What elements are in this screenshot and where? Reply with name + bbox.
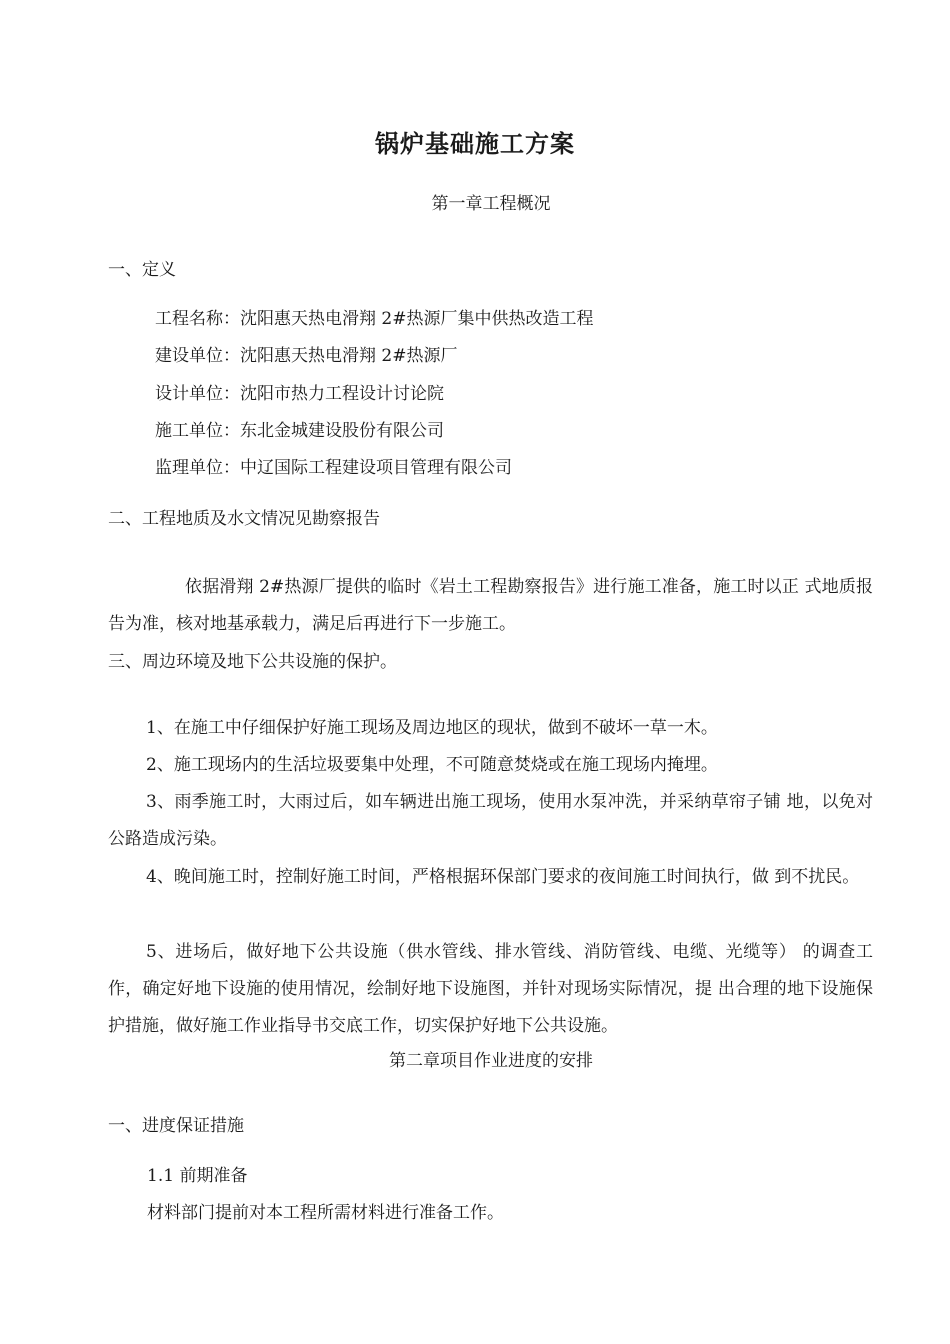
section-geology-heading: 二、工程地质及水文情况见勘察报告	[108, 509, 380, 529]
section-definition-heading: 一、定义	[108, 260, 176, 280]
project-name-item: 工程名称：沈阳惠天热电滑翔 2#热源厂集中供热改造工程	[155, 309, 594, 329]
chapter-1-heading: 第一章工程概况	[431, 194, 551, 214]
environment-item-5: 5、进场后，做好地下公共设施（供水管线、排水管线、消防管线、电缆、光缆等） 的调查工作，确定好地下设施的使用情况，绘制好地下设施图，并针对现场实际情况，提 出合理的地下设施保护措施，做好施工作业指导书交底工作，切实保护好地下公共设施。	[108, 942, 873, 1036]
document-title: 锅炉基础施工方案	[375, 129, 575, 158]
environment-item-2: 2、施工现场内的生活垃圾要集中处理，不可随意焚烧或在施工现场内掩埋。	[146, 755, 718, 775]
design-unit-item: 设计单位：沈阳市热力工程设计讨论院	[155, 384, 444, 404]
preparation-paragraph: 材料部门提前对本工程所需材料进行准备工作。	[147, 1203, 504, 1223]
section-schedule-heading: 一、进度保证措施	[108, 1116, 244, 1136]
chapter-2-heading: 第二章项目作业进度的安排	[389, 1051, 593, 1071]
geology-paragraph: 依据滑翔 2#热源厂提供的临时《岩土工程勘察报告》进行施工准备，施工时以正 式地质报告为准，核对地基承载力，满足后再进行下一步施工。	[108, 577, 873, 634]
section-environment-heading: 三、周边环境及地下公共设施的保护。	[108, 652, 397, 672]
environment-item-3: 3、雨季施工时，大雨过后，如车辆进出施工现场，使用水泵冲洗，并采纳草帘子铺 地，以免对公路造成污染。	[108, 792, 873, 849]
environment-item-1: 1、在施工中仔细保护好施工现场及周边地区的现状，做到不破坏一草一木。	[146, 718, 718, 738]
owner-unit-item: 建设单位：沈阳惠天热电滑翔 2#热源厂	[155, 346, 458, 366]
subsection-preparation-heading: 1.1 前期准备	[147, 1166, 248, 1186]
construction-unit-item: 施工单位：东北金城建设股份有限公司	[155, 421, 444, 441]
environment-item-4: 4、晚间施工时，控制好施工时间，严格根据环保部门要求的夜间施工时间执行，做 到不扰民。	[146, 867, 860, 887]
supervision-unit-item: 监理单位：中辽国际工程建设项目管理有限公司	[155, 458, 512, 478]
